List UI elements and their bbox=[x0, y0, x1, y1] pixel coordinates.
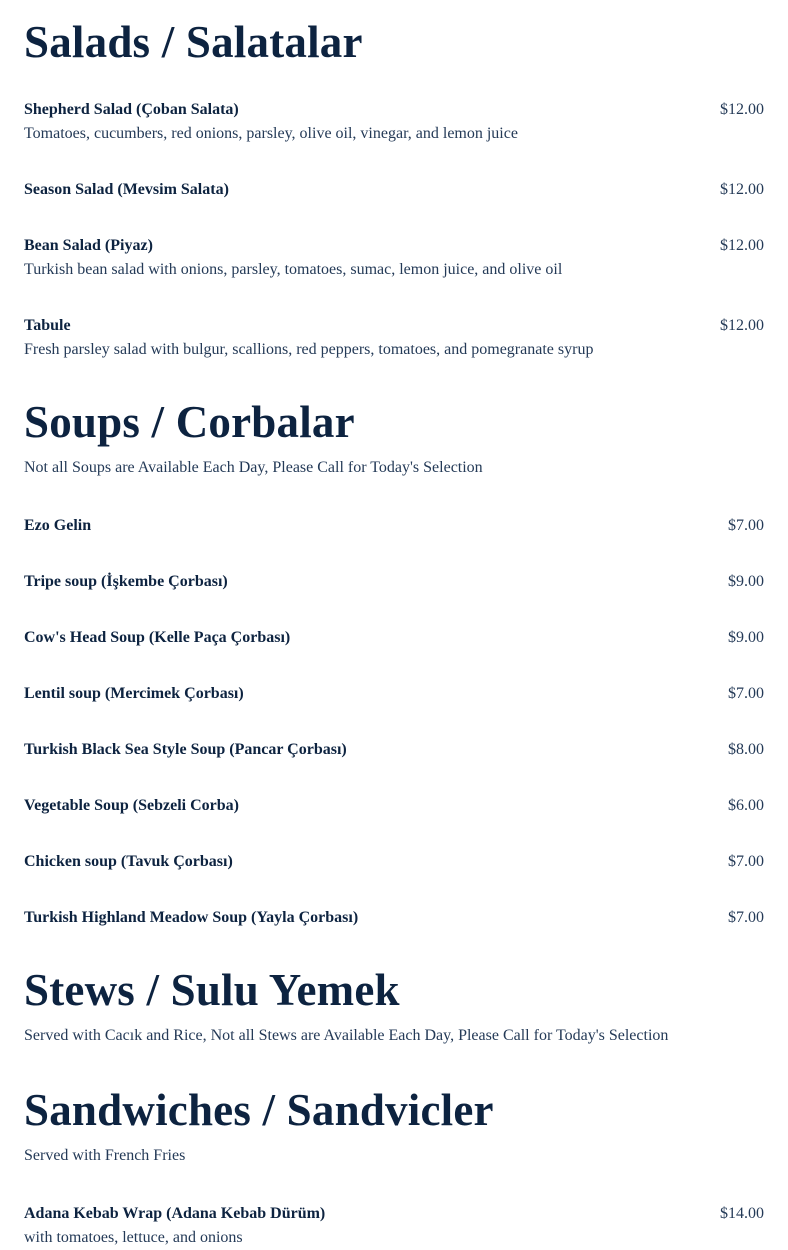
menu-item bbox=[24, 626, 764, 650]
item-price: $12.00 bbox=[720, 101, 764, 118]
section-title-salads: Salads / Salatalar bbox=[24, 17, 363, 67]
item-price: $12.00 bbox=[720, 317, 764, 334]
menu-item bbox=[24, 738, 764, 762]
menu-item bbox=[24, 570, 764, 594]
item-name: Vegetable Soup (Sebzeli Corba) bbox=[24, 797, 239, 814]
item-name: Turkish Highland Meadow Soup (Yayla Çorbası) bbox=[24, 909, 359, 926]
item-name: Cow's Head Soup (Kelle Paça Çorbası) bbox=[24, 629, 291, 646]
item-name: Season Salad (Mevsim Salata) bbox=[24, 181, 229, 198]
item-name: Bean Salad (Piyaz) bbox=[24, 237, 153, 254]
item-description: with tomatoes, lettuce, and onions bbox=[24, 1229, 243, 1246]
menu-item bbox=[24, 850, 764, 874]
section-note-sandwiches: Served with French Fries bbox=[24, 1147, 186, 1164]
item-name: Shepherd Salad (Çoban Salata) bbox=[24, 101, 239, 118]
item-price: $9.00 bbox=[728, 629, 764, 646]
item-description: Fresh parsley salad with bulgur, scallions, red peppers, tomatoes, and pomegranate syrup bbox=[24, 341, 594, 358]
item-name: Tabule bbox=[24, 317, 71, 334]
item-price: $7.00 bbox=[728, 685, 764, 702]
menu-item bbox=[24, 906, 764, 930]
menu-item bbox=[24, 794, 764, 818]
menu-item bbox=[24, 514, 764, 538]
item-price: $7.00 bbox=[728, 853, 764, 870]
item-price: $12.00 bbox=[720, 181, 764, 198]
item-price: $9.00 bbox=[728, 573, 764, 590]
item-price: $8.00 bbox=[728, 741, 764, 758]
section-note-stews: Served with Cacık and Rice, Not all Stews are Available Each Day, Please Call for Today's Selection bbox=[24, 1027, 669, 1044]
section-title-stews: Stews / Sulu Yemek bbox=[24, 965, 400, 1015]
item-name: Turkish Black Sea Style Soup (Pancar Çorbası) bbox=[24, 741, 347, 758]
item-price: $7.00 bbox=[728, 517, 764, 534]
menu-item bbox=[24, 234, 764, 282]
section-title-soups: Soups / Corbalar bbox=[24, 397, 355, 447]
item-description: Turkish bean salad with onions, parsley, tomatoes, sumac, lemon juice, and olive oil bbox=[24, 261, 563, 278]
section-title-sandwiches: Sandwiches / Sandvicler bbox=[24, 1085, 494, 1135]
item-name: Adana Kebab Wrap (Adana Kebab Dürüm) bbox=[24, 1205, 326, 1222]
item-description: Tomatoes, cucumbers, red onions, parsley, olive oil, vinegar, and lemon juice bbox=[24, 125, 518, 142]
menu-item bbox=[24, 314, 764, 362]
menu-item bbox=[24, 98, 764, 146]
item-price: $14.00 bbox=[720, 1205, 764, 1222]
item-name: Lentil soup (Mercimek Çorbası) bbox=[24, 685, 244, 702]
item-name: Chicken soup (Tavuk Çorbası) bbox=[24, 853, 233, 870]
menu-item bbox=[24, 682, 764, 706]
menu-item bbox=[24, 1202, 764, 1250]
item-price: $12.00 bbox=[720, 237, 764, 254]
item-name: Tripe soup (İşkembe Çorbası) bbox=[24, 573, 228, 590]
menu-item bbox=[24, 178, 764, 202]
item-price: $6.00 bbox=[728, 797, 764, 814]
item-name: Ezo Gelin bbox=[24, 517, 92, 534]
item-price: $7.00 bbox=[728, 909, 764, 926]
section-note-soups: Not all Soups are Available Each Day, Please Call for Today's Selection bbox=[24, 459, 483, 476]
